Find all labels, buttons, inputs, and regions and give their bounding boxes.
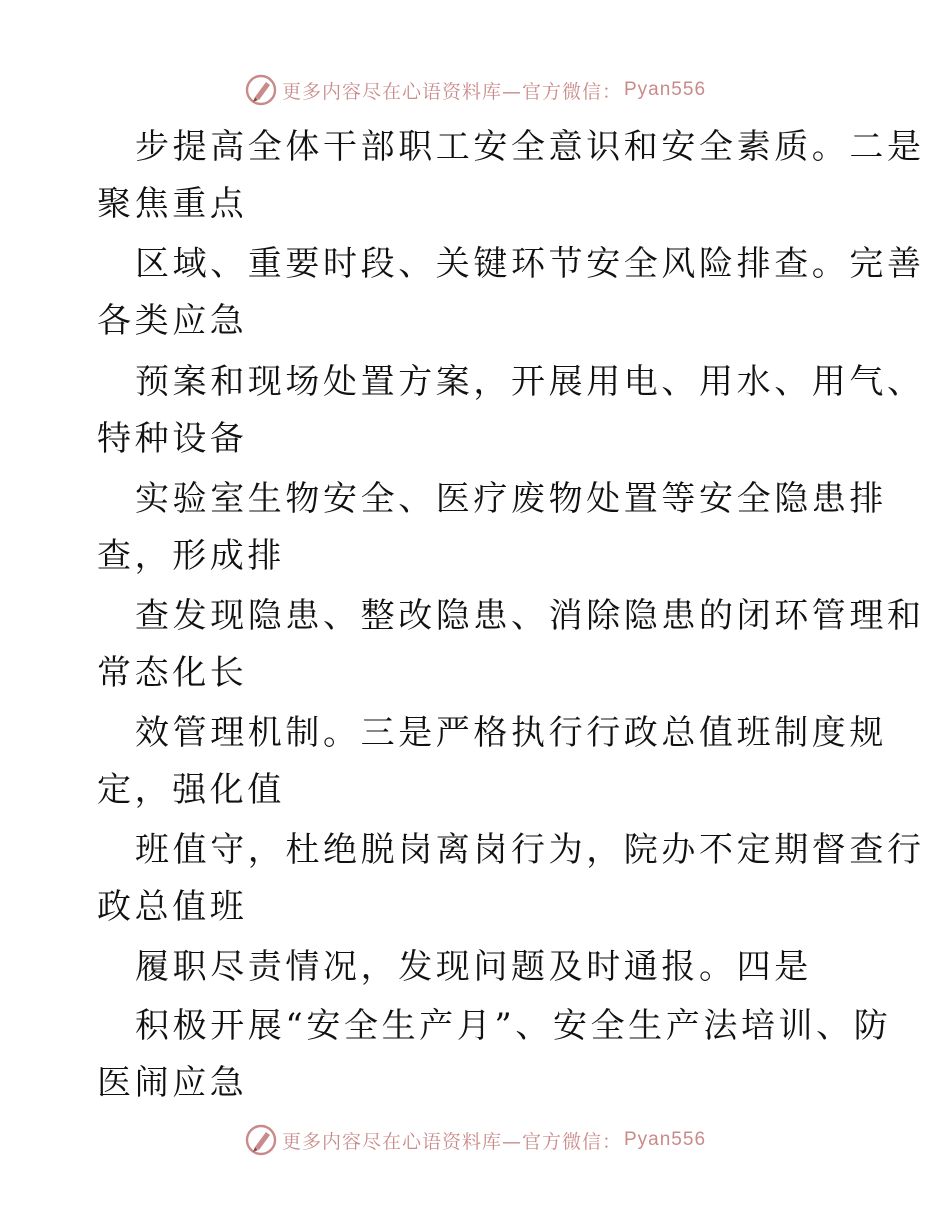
body-line: 预案和现场处置方案，开展用电、用水、用气、 bbox=[135, 362, 925, 402]
body-line: 医闹应急 bbox=[97, 1063, 248, 1103]
body-line: 查发现隐患、整改隐患、消除隐患的闭环管理和 bbox=[135, 596, 925, 636]
body-line: 区域、重要时段、关键环节安全风险排查。完善 bbox=[135, 244, 925, 284]
pen-logo-icon bbox=[244, 1123, 278, 1157]
body-line: 聚焦重点 bbox=[97, 184, 248, 224]
body-line: 积极开展“安全生产月”、安全生产法培训、防 bbox=[135, 1006, 892, 1046]
body-line: 查，形成排 bbox=[97, 536, 285, 576]
body-line: 各类应急 bbox=[97, 301, 248, 341]
body-line: 履职尽责情况，发现问题及时通报。四是 bbox=[135, 947, 812, 987]
body-line: 特种设备 bbox=[97, 419, 248, 459]
body-line: 效管理机制。三是严格执行行政总值班制度规 bbox=[135, 713, 887, 753]
body-line: 班值守，杜绝脱岗离岗行为，院办不定期督查行 bbox=[135, 830, 925, 870]
body-line: 步提高全体干部职工安全意识和安全素质。二是 bbox=[135, 127, 925, 167]
watermark-wechat-id: Pyan556 bbox=[624, 1129, 707, 1150]
body-line: 政总值班 bbox=[97, 887, 248, 927]
watermark-wechat-id: Pyan556 bbox=[624, 79, 707, 100]
footer-watermark bbox=[0, 1120, 950, 1160]
body-line: 定，强化值 bbox=[97, 770, 285, 810]
body-line: 常态化长 bbox=[97, 653, 248, 693]
body-line: 实验室生物安全、医疗废物处置等安全隐患排 bbox=[135, 479, 887, 519]
watermark-text: 更多内容尽在心语资料库—官方微信： bbox=[281, 80, 622, 103]
watermark-text: 更多内容尽在心语资料库—官方微信： bbox=[281, 1130, 622, 1153]
